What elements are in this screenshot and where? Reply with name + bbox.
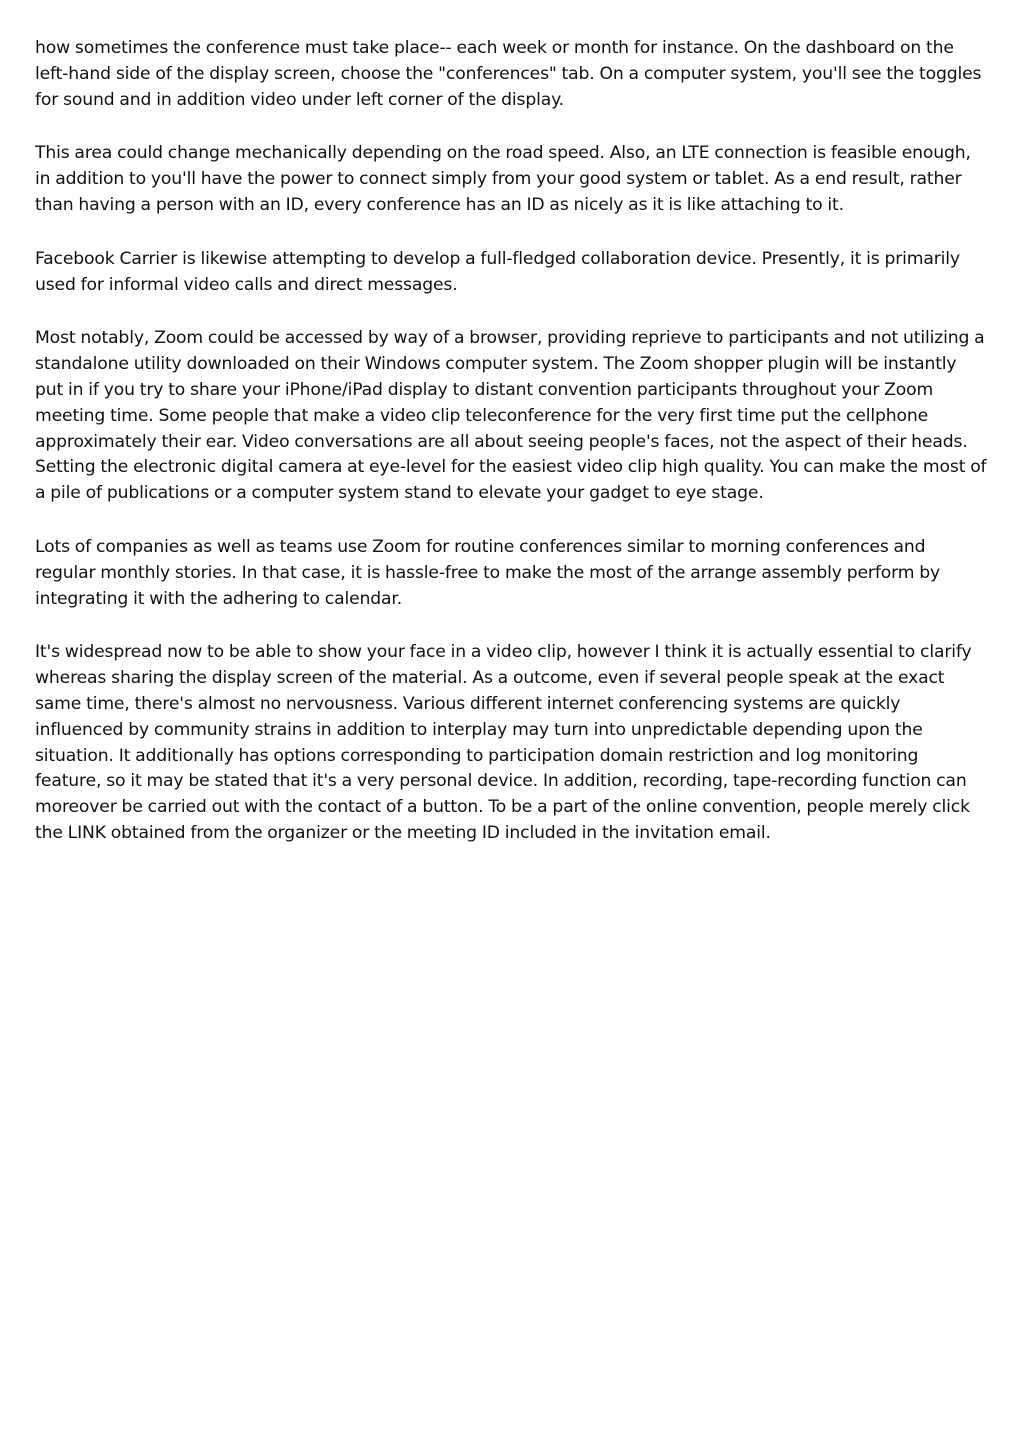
- paragraph-4: Most notably, Zoom could be accessed by way of a browser, providing reprieve to participants and not utilizing a standalone utility downloaded on their Windows computer system. The Zoom shopper plugin will be instantly put in if you try to share your iPhone/iPad display to distant convention participants throughout your Zoom meeting time. Some people that make a video clip teleconference for the very first time put the cellphone approximately their ear. Video conversations are all about seeing people's faces, not the aspect of their heads. Setting the electronic digital camera at eye-level for the easiest video clip high quality. You can make the most of a pile of publications or a computer system stand to elevate your gadget to eye stage.: [35, 328, 987, 504]
- paragraph-3: Facebook Carrier is likewise attempting to develop a full-fledged collaboration device. Presently, it is primarily used for informal video calls and direct messages.: [35, 248, 960, 295]
- paragraph-1: how sometimes the conference must take place-- each week or month for instance. On the dashboard on the left-hand side of the display screen, choose the "conferences" tab. On a computer system, you'll see the toggles for sound and in addition video under left corner of the display.: [35, 38, 982, 110]
- paragraph-2: This area could change mechanically depending on the road speed. Also, an LTE connection is feasible enough, in addition to you'll have the power to connect simply from your good system or tablet. As a end result, rather than having a person with an ID, every conference has an ID as nicely as it is like attaching to it.: [35, 143, 971, 215]
- paragraph-5: Lots of companies as well as teams use Zoom for routine conferences similar to morning conferences and regular monthly stories. In that case, it is hassle-free to make the most of the arrange assembly perform by integrating it with the adhering to calendar.: [35, 536, 940, 609]
- paragraph-6: It's widespread now to be able to show your face in a video clip, however I think it is actually essential to clarify whereas sharing the display screen of the material. As a outcome, even if several people speak at the exact same time, there's almost no nervousness. Various different internet conferencing systems are quickly influenced by community strains in addition to interplay may turn into unpredictable depending upon the situation. It additionally has options corresponding to participation domain restriction and log monitoring feature, so it may be stated that it's a very personal device. In addition, recording, tape-recording function can moreover be carried out with the contact of a button. To be a part of the online convention, people merely click the LINK obtained from the organizer or the meeting ID included in the invitation email.: [35, 642, 972, 843]
